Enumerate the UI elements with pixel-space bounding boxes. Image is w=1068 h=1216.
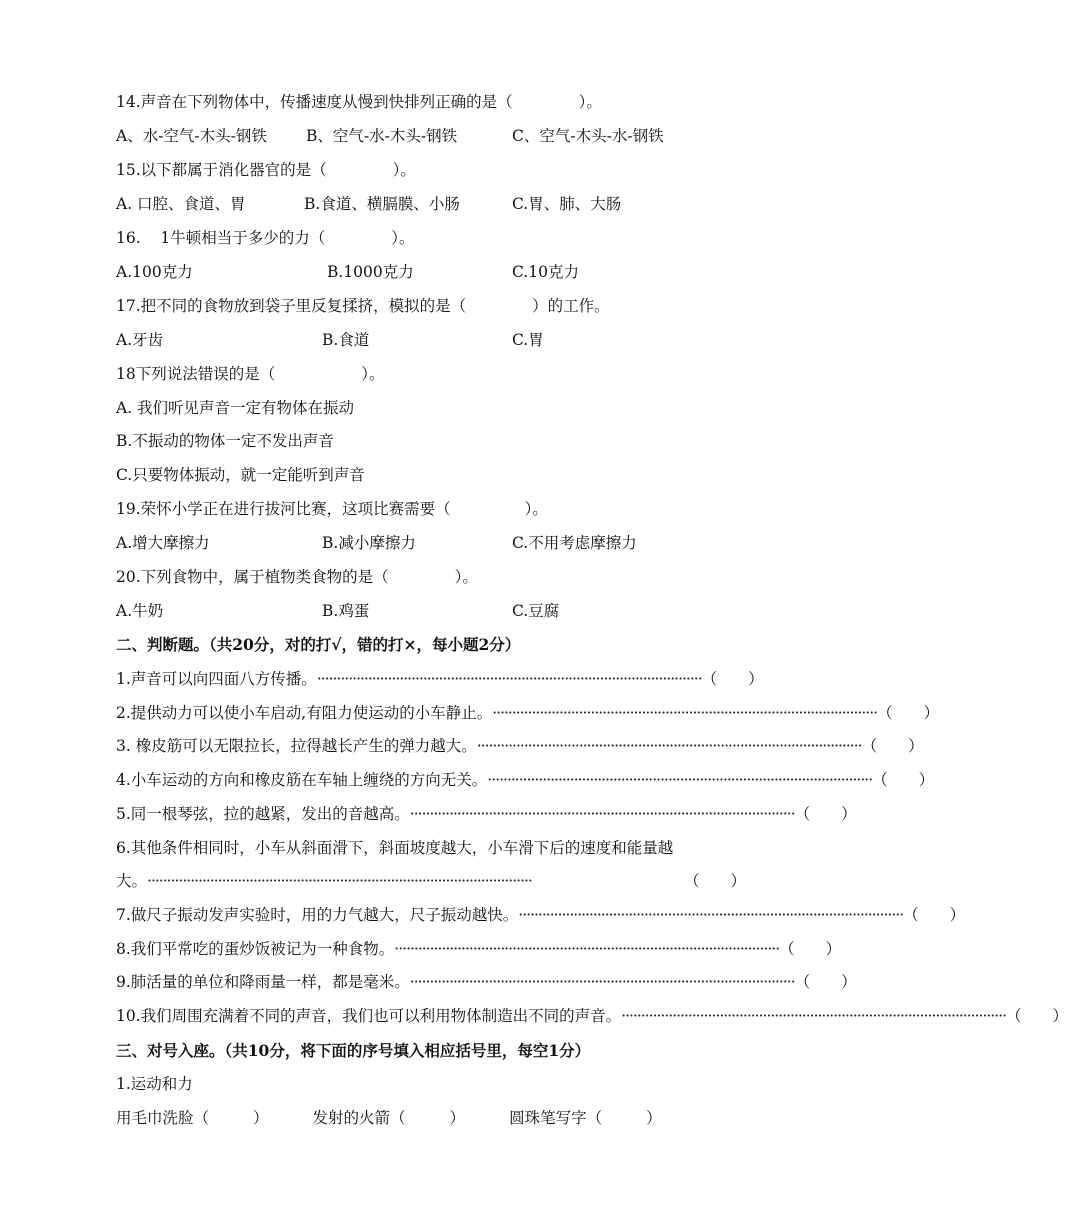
question-15-options xyxy=(116,193,746,215)
question-stem: 14.声音在下列物体中，传播速度从慢到快排列正确的是（ xyxy=(116,93,513,111)
option-b: B.减小摩擦力 xyxy=(322,534,416,552)
option-c: C.豆腐 xyxy=(512,602,560,620)
judge-item-3: 3. 橡皮筋可以无限拉长，拉得越长产生的弹力越大。 ·································································································· （ ） xyxy=(116,737,924,755)
option-a: A. 口腔、食道、胃 xyxy=(116,195,246,213)
question-18-option-c: C.只要物体振动，就一定能听到声音 xyxy=(116,466,365,484)
leader-dots: ·································································································· xyxy=(409,973,795,991)
judge-item-5: 5.同一根琴弦，拉的越紧，发出的音越高。 ·································································································· （ ） xyxy=(116,805,857,823)
question-18: 18下列说法错误的是（ ）。 xyxy=(116,365,385,383)
option-c: C、空气-木头-水-钢铁 xyxy=(512,127,664,145)
option-b: B.食道 xyxy=(322,331,370,349)
option-a: A.100克力 xyxy=(116,263,193,281)
question-16-options xyxy=(116,261,746,283)
option-c: C.不用考虑摩擦力 xyxy=(512,534,637,552)
section-3-heading: 三、对号入座。（共10分，将下面的序号填入相应括号里，每空1分） xyxy=(116,1041,591,1060)
option-b: B.食道、横膈膜、小肠 xyxy=(304,195,460,213)
leader-dots: ·································································································· xyxy=(621,1007,1007,1025)
question-stem: 19.荣怀小学正在进行拔河比赛，这项比赛需要（ xyxy=(116,500,451,518)
question-20-options xyxy=(116,600,746,622)
question-14-options xyxy=(116,125,746,147)
leader-dots: ·································································································· xyxy=(147,872,532,890)
question-18-option-a: A. 我们听见声音一定有物体在振动 xyxy=(116,399,355,417)
judge-item-8: 8.我们平常吃的蛋炒饭被记为一种食物。 ·································································································· （ ） xyxy=(116,940,842,958)
question-stem: 16. 1牛顿相当于多少的力（ xyxy=(116,229,326,247)
leader-dots: ·································································································· xyxy=(476,737,862,755)
question-stem: 18下列说法错误的是（ xyxy=(116,365,276,383)
question-19-options xyxy=(116,532,746,554)
question-stem: 15.以下都属于消化器官的是（ xyxy=(116,161,327,179)
leader-dots: ·································································································· xyxy=(409,805,795,823)
question-19: 19.荣怀小学正在进行拔河比赛，这项比赛需要（ ）。 xyxy=(116,500,548,518)
question-stem: 17.把不同的食物放到袋子里反复揉挤，模拟的是（ xyxy=(116,297,467,315)
option-a: A.增大摩擦力 xyxy=(116,534,210,552)
option-c: C.胃、肺、大肠 xyxy=(512,195,622,213)
question-17-options xyxy=(116,329,746,351)
option-a: A.牙齿 xyxy=(116,331,164,349)
judge-item-9: 9.肺活量的单位和降雨量一样，都是毫米。 ·································································································· （ ） xyxy=(116,973,857,991)
section-3-subheading: 1.运动和力 xyxy=(116,1075,193,1093)
question-20: 20.下列食物中，属于植物类食物的是（ ）。 xyxy=(116,568,478,586)
leader-dots: ·································································································· xyxy=(487,771,873,789)
match-item-2: 发射的火箭（ ） xyxy=(312,1109,466,1127)
match-item-1: 用毛巾洗脸（ ） xyxy=(116,1109,269,1127)
option-c: C.10克力 xyxy=(512,263,579,281)
question-17: 17.把不同的食物放到袋子里反复揉挤，模拟的是（ ）的工作。 xyxy=(116,297,610,315)
leader-dots: ·································································································· xyxy=(518,906,904,924)
question-18-option-b: B.不振动的物体一定不发出声音 xyxy=(116,432,334,450)
judge-item-2: 2.提供动力可以使小车启动,有阻力使运动的小车静止。 ·································································································· （ ） xyxy=(116,704,940,722)
option-c: C.胃 xyxy=(512,331,544,349)
question-15: 15.以下都属于消化器官的是（ ）。 xyxy=(116,161,416,179)
option-b: B.1000克力 xyxy=(327,263,414,281)
match-row xyxy=(116,1107,746,1129)
leader-dots: ·································································································· xyxy=(394,940,780,958)
match-item-3: 圆珠笔写字（ ） xyxy=(509,1109,662,1127)
section-2-heading: 二、判断题。（共20分，对的打√，错的打×，每小题2分） xyxy=(116,635,521,654)
option-a: A、水-空气-木头-钢铁 xyxy=(116,127,267,145)
question-16: 16. 1牛顿相当于多少的力（ ）。 xyxy=(116,229,415,247)
judge-item-6-line-2: 大。 ·································································································· （ ） xyxy=(116,872,746,890)
judge-item-1: 1.声音可以向四面八方传播。 ·································································································· （ ） xyxy=(116,670,764,688)
option-a: A.牛奶 xyxy=(116,602,164,620)
question-14: 14.声音在下列物体中，传播速度从慢到快排列正确的是（ ）。 xyxy=(116,93,602,111)
option-b: B.鸡蛋 xyxy=(322,602,370,620)
leader-dots: ·································································································· xyxy=(492,704,878,722)
option-b: B、空气-水-木头-钢铁 xyxy=(306,127,458,145)
judge-item-10: 10.我们周围充满着不同的声音，我们也可以利用物体制造出不同的声音。 ·································································································· （ ） xyxy=(116,1007,1068,1025)
judge-item-6-line-1: 6.其他条件相同时，小车从斜面滑下，斜面坡度越大，小车滑下后的速度和能量越 xyxy=(116,839,674,857)
judge-item-7: 7.做尺子振动发声实验时，用的力气越大，尺子振动越快。 ·································································································· （ ） xyxy=(116,906,966,924)
question-stem: 20.下列食物中，属于植物类食物的是（ xyxy=(116,568,389,586)
leader-dots: ·································································································· xyxy=(316,670,702,688)
judge-item-4: 4.小车运动的方向和橡皮筋在车轴上缠绕的方向无关。 ·································································································· （ ） xyxy=(116,771,935,789)
